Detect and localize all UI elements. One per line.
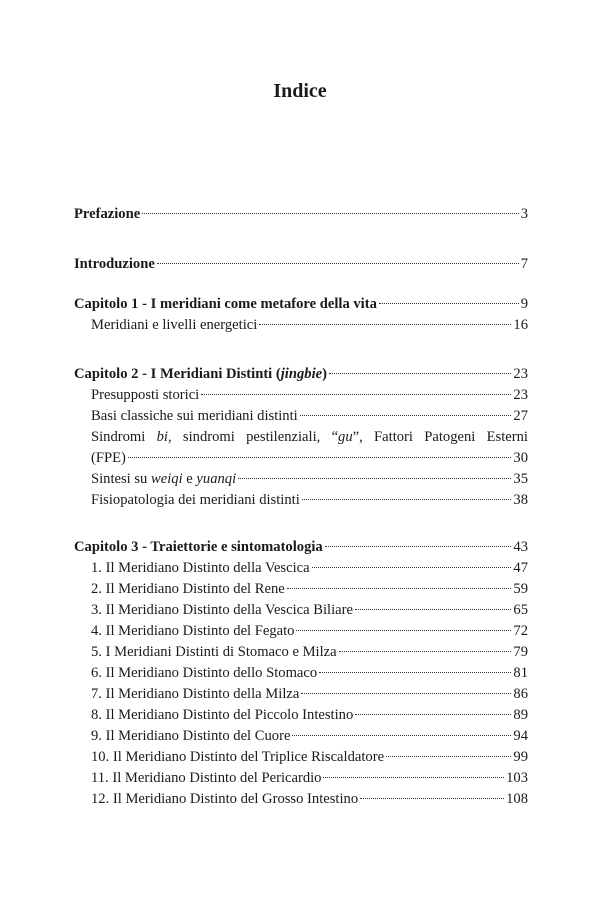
toc-entry[interactable] — [74, 684, 528, 705]
toc-entry[interactable] — [74, 663, 528, 684]
dot-leader — [355, 714, 511, 715]
toc-entry[interactable] — [74, 726, 528, 747]
toc-page: 9 — [520, 296, 528, 312]
title-part: ”, Fattori Patogeni Esterni — [352, 429, 528, 445]
dot-leader — [287, 588, 512, 589]
toc-title: Introduzione — [74, 256, 155, 272]
toc-title: 3. Il Meridiano Distinto della Vescica Biliare — [91, 602, 353, 618]
page-title: Indice — [273, 80, 327, 102]
toc-entry[interactable] — [74, 642, 528, 663]
title-italic: jingbie — [280, 366, 323, 382]
toc-page: 27 — [513, 408, 528, 424]
dot-leader — [157, 263, 519, 264]
toc-title: 12. Il Meridiano Distinto del Grosso Intestino — [91, 791, 359, 807]
toc-page: 81 — [513, 665, 528, 681]
dot-leader — [379, 303, 519, 304]
toc-page: 79 — [513, 644, 528, 660]
toc-chapter-2-heading[interactable] — [74, 364, 528, 385]
dot-leader — [360, 798, 504, 799]
toc-title — [74, 364, 327, 385]
toc-title: 10. Il Meridiano Distinto del Triplice Riscaldatore — [91, 749, 385, 765]
toc-title: Prefazione — [74, 206, 141, 222]
dot-leader — [300, 415, 512, 416]
dot-leader — [128, 457, 512, 458]
toc-title-line-2: (FPE) — [91, 450, 126, 466]
toc-chapter-1-heading[interactable] — [74, 294, 528, 315]
toc-entry[interactable] — [74, 600, 528, 621]
toc-page: 65 — [513, 602, 528, 618]
toc-page: 30 — [513, 450, 528, 466]
dot-leader — [339, 651, 512, 652]
toc-title: 4. Il Meridiano Distinto del Fegato — [91, 623, 295, 639]
toc-chapter-3 — [74, 537, 528, 810]
toc-page: 16 — [513, 317, 528, 333]
toc-entry[interactable] — [74, 406, 528, 427]
toc-page: 72 — [513, 623, 528, 639]
toc-page: 103 — [506, 770, 528, 786]
dot-leader — [142, 213, 519, 214]
toc-title: 1. Il Meridiano Distinto della Vescica — [91, 560, 310, 576]
dot-leader — [323, 777, 504, 778]
title-part: Capitolo 2 - I Meridiani Distinti ( — [74, 366, 281, 382]
title-part: Sintesi su — [91, 471, 152, 487]
toc-entry[interactable] — [74, 789, 528, 810]
toc-entry[interactable] — [74, 558, 528, 579]
toc-page: 3 — [520, 206, 528, 222]
toc-page: 99 — [513, 749, 528, 765]
toc-title: Capitolo 1 - I meridiani come metafore della vita — [74, 296, 377, 312]
toc-page: 43 — [513, 539, 528, 555]
title-part: e — [182, 471, 197, 487]
toc-entry[interactable] — [74, 315, 528, 336]
toc-introduzione[interactable] — [74, 254, 528, 275]
toc-chapter-1 — [74, 294, 528, 336]
toc-page: 86 — [513, 686, 528, 702]
toc-page: 23 — [513, 366, 528, 382]
dot-leader — [301, 693, 511, 694]
toc-page: 59 — [513, 581, 528, 597]
toc-entry[interactable] — [74, 579, 528, 600]
title-italic: yuanqi — [196, 471, 237, 487]
toc-title: Basi classiche sui meridiani distinti — [91, 408, 298, 424]
dot-leader — [259, 324, 511, 325]
toc-title-line-1 — [74, 427, 528, 448]
dot-leader — [386, 756, 511, 757]
toc-title: 5. I Meridiani Distinti di Stomaco e Milza — [91, 644, 337, 660]
toc-title: Meridiani e livelli energetici — [91, 317, 258, 333]
dot-leader — [355, 609, 511, 610]
toc-entry[interactable] — [74, 621, 528, 642]
toc-page: 47 — [513, 560, 528, 576]
toc-entry[interactable] — [74, 705, 528, 726]
toc-page: 89 — [513, 707, 528, 723]
toc-entry[interactable] — [74, 747, 528, 768]
toc-page: 38 — [513, 492, 528, 508]
toc-title: Presupposti storici — [91, 387, 200, 403]
toc-entry-multiline[interactable] — [74, 427, 528, 469]
toc-page: 94 — [513, 728, 528, 744]
dot-leader — [312, 567, 512, 568]
toc-page: 23 — [513, 387, 528, 403]
dot-leader — [238, 478, 511, 479]
toc-title: Fisiopatologia dei meridiani distinti — [91, 492, 300, 508]
toc-chapter-2 — [74, 364, 528, 511]
dot-leader — [201, 394, 511, 395]
title-italic: bi — [156, 429, 168, 445]
toc-title — [91, 469, 236, 490]
toc-title: Capitolo 3 - Traiettorie e sintomatologia — [74, 539, 323, 555]
toc-entry[interactable] — [74, 385, 528, 406]
dot-leader — [325, 546, 512, 547]
title-part: Sindromi — [91, 429, 157, 445]
dot-leader — [329, 373, 511, 374]
toc-entry[interactable] — [74, 768, 528, 789]
toc-title: 11. Il Meridiano Distinto del Pericardio — [91, 770, 322, 786]
toc-page: 7 — [520, 256, 528, 272]
toc-prefazione[interactable] — [74, 204, 528, 225]
dot-leader — [296, 630, 511, 631]
title-part: , sindromi pestilenziali, “ — [167, 429, 339, 445]
toc-title: 9. Il Meridiano Distinto del Cuore — [91, 728, 291, 744]
toc-page: 35 — [513, 471, 528, 487]
dot-leader — [319, 672, 511, 673]
toc-title: 6. Il Meridiano Distinto dello Stomaco — [91, 665, 318, 681]
dot-leader — [292, 735, 511, 736]
title-part: ) — [322, 366, 327, 382]
toc-title: 8. Il Meridiano Distinto del Piccolo Intestino — [91, 707, 354, 723]
toc-entry[interactable] — [74, 490, 528, 511]
title-italic: weiqi — [151, 471, 183, 487]
toc-entry[interactable] — [74, 469, 528, 490]
toc-chapter-3-heading[interactable] — [74, 537, 528, 558]
toc-title: 2. Il Meridiano Distinto del Rene — [91, 581, 285, 597]
title-italic: gu — [338, 429, 353, 445]
dot-leader — [302, 499, 512, 500]
toc-title: 7. Il Meridiano Distinto della Milza — [91, 686, 300, 702]
toc-page: 108 — [506, 791, 528, 807]
